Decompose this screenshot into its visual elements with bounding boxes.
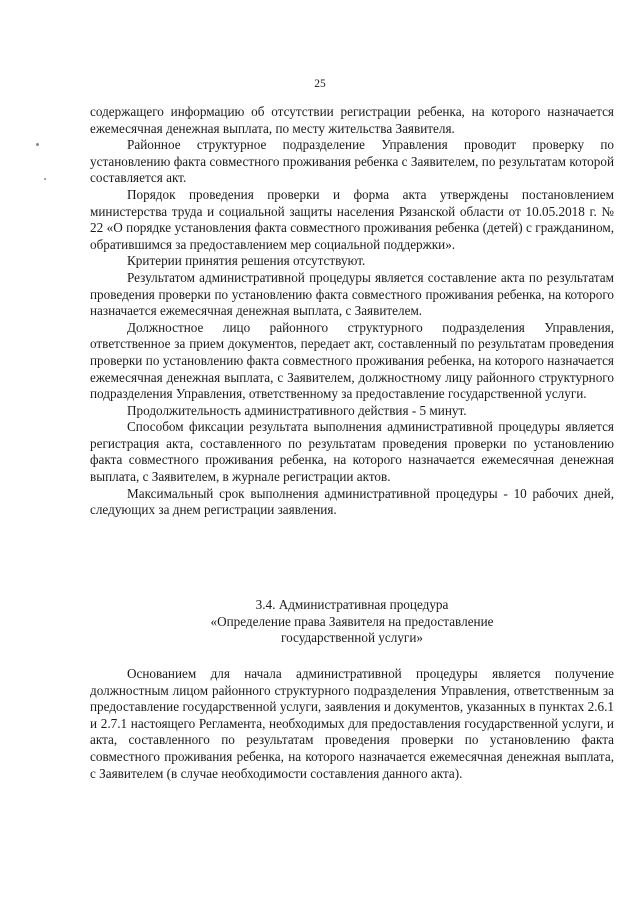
paragraph: Максимальный срок выполнения административной процедуры - 10 рабочих дней, следующих за днем регистрации заявления. [90,485,614,518]
paragraph: Основанием для начала административной процедуры является получение должностным лицом районного структурного подразделения Управления, ответственным за предоставление государственной услуги, заявления и документов, указанных в пунктах 2.6.1 и 2.7.1 настоящего Регламента, необходимых для предоставления государственной услуги, и акта, составленного по результатам проведения проверки по установлению факта совместного проживания ребенка, на которого назначается ежемесячная денежная выплата, с Заявителем (в случае необходимости составления данного акта). [90,666,614,781]
paragraph: Продолжительность административного действия - 5 минут. [127,402,467,418]
section-heading-title: «Определение права Заявителя на предоставление [210,613,494,629]
page-number: 25 [314,78,326,90]
section-heading-title-cont: государственной услуги» [281,630,423,646]
scan-artifact [36,143,39,146]
paragraph: Критерии принятия решения отсутствуют. [127,253,366,269]
section-heading [90,597,614,647]
section-body [90,666,614,782]
body-text [90,104,614,519]
section-heading-number: 3.4. Административная процедура [255,597,449,612]
paragraph: Порядок проведения проверки и форма акта утверждены постановлением министерства труда и социальной защиты населения Рязанской области от 10.05.2018 г. № 22 «О порядке установления факта совместного проживания ребенка (детей) с гражданином, обратившимся за предоставлением мер социальной поддержки». [90,186,614,252]
paragraph: Должностное лицо районного структурного подразделения Управления, ответственное за прием документов, передает акт, составленный по результатам проведения проверки по установлению факта совместного проживания ребенка, на которого назначается ежемесячная денежная выплата, с Заявителем, должностному лицу районного структурного подразделения Управления, ответственному за предоставление государственной услуги. [90,319,614,402]
paragraph: Способом фиксации результата выполнения административной процедуры является регистрация акта, составленного по результатам проведения проверки по установлению факта совместного проживания ребенка, на которого назначается ежемесячная денежная выплата, с Заявителем, в журнале регистрации актов. [90,419,614,485]
paragraph: Районное структурное подразделение Управления проводит проверку по установлению факта совместного проживания ребенка с Заявителем, по результатам которой составляется акт. [90,137,614,186]
paragraph: содержащего информацию об отсутствии регистрации ребенка, на которого назначается ежемесячная денежная выплата, по месту жительства Заявителя. [90,104,614,136]
paragraph: Результатом административной процедуры является составление акта по результатам проведения проверки по установлению факта совместного проживания ребенка, на которого назначается ежемесячная денежная выплата, с Заявителем. [90,269,614,319]
scan-artifact [44,178,46,180]
